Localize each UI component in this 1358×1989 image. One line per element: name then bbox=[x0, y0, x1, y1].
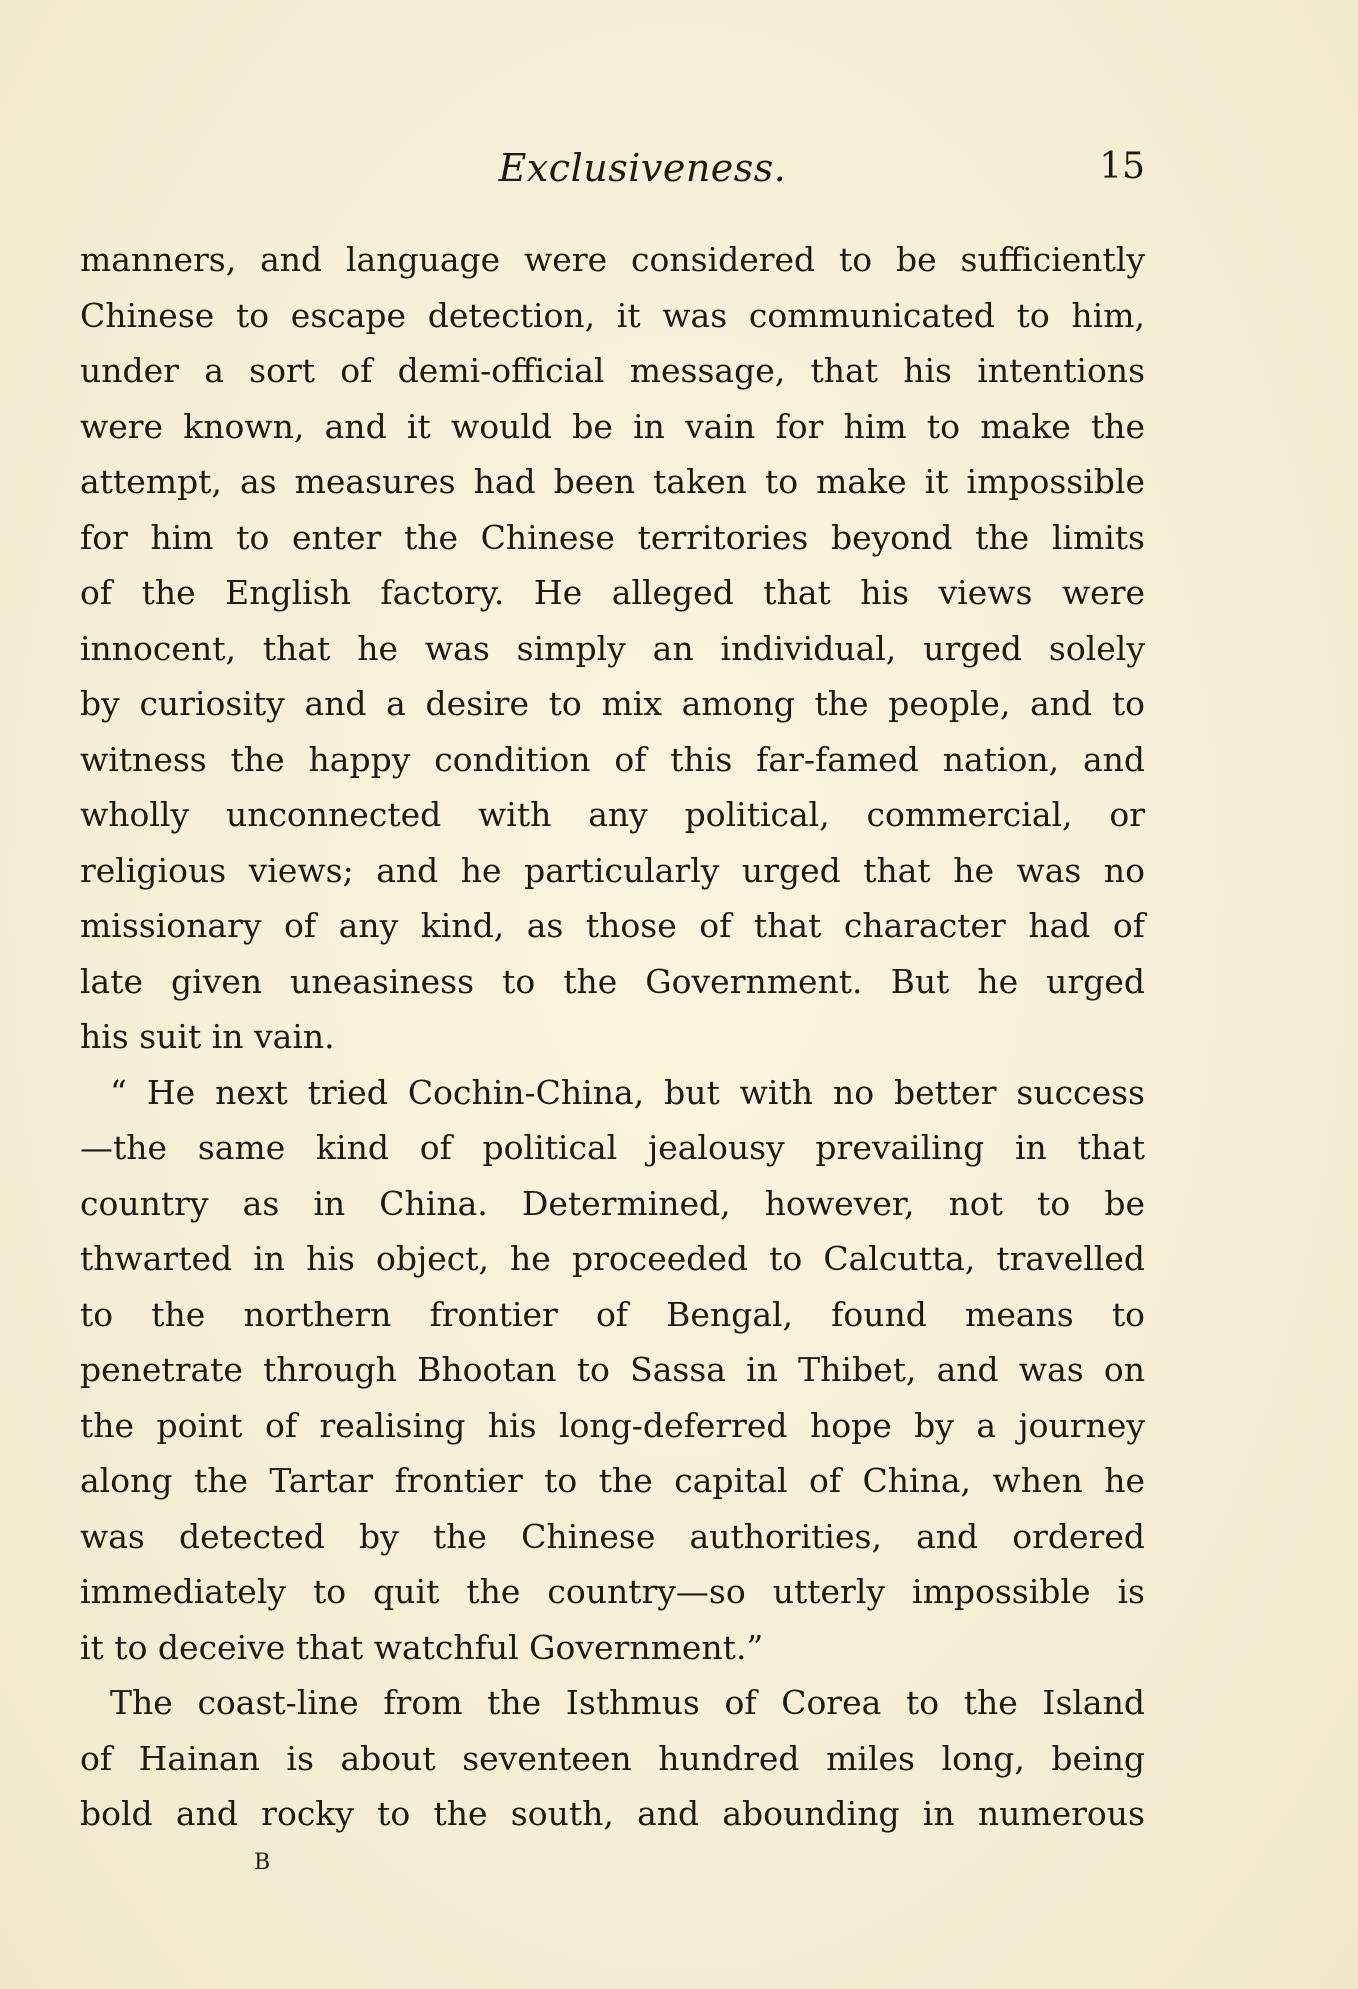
text-line: religious views; and he particularly urged that he was no bbox=[80, 850, 1145, 890]
text-line: immediately to quit the country—so utterly impossible is bbox=[80, 1572, 1145, 1611]
text-line: along the Tartar frontier to the capital of China, when he bbox=[80, 1461, 1145, 1500]
running-title: Exclusiveness. bbox=[498, 146, 787, 190]
page-number: 15 bbox=[1099, 146, 1145, 187]
text-line: attempt, as measures had been taken to make it impossible bbox=[80, 462, 1145, 501]
text-line: bold and rocky to the south, and abounding in numerous bbox=[80, 1794, 1145, 1833]
text-line: thwarted in his object, he proceeded to Calcutta, travelled bbox=[80, 1239, 1145, 1278]
text-line: Chinese to escape detection, it was communicated to him, bbox=[80, 295, 1145, 335]
text-line: innocent, that he was simply an individual, urged solely bbox=[80, 628, 1145, 668]
text-line: was detected by the Chinese authorities, and ordered bbox=[80, 1516, 1145, 1556]
text-line: manners, and language were considered to be sufficiently bbox=[80, 240, 1145, 279]
text-line: witness the happy condition of this far-famed nation, and bbox=[80, 739, 1145, 779]
text-line: country as in China. Determined, however, not to be bbox=[80, 1183, 1145, 1223]
text-line: The coast-line from the Isthmus of Corea to the Island bbox=[110, 1683, 1145, 1722]
text-line: wholly unconnected with any political, commercial, or bbox=[80, 795, 1145, 834]
text-line: by curiosity and a desire to mix among the people, and to bbox=[80, 684, 1145, 723]
text-line: of Hainan is about seventeen hundred miles long, being bbox=[80, 1738, 1145, 1778]
text-line: to the northern frontier of Bengal, found means to bbox=[80, 1294, 1145, 1334]
running-head bbox=[80, 146, 1145, 196]
body-text bbox=[80, 232, 1145, 1842]
text-line: the point of realising his long-deferred hope by a journey bbox=[80, 1405, 1145, 1445]
text-line: under a sort of demi-official message, that his intentions bbox=[80, 351, 1145, 390]
text-line: it to deceive that watchful Government.” bbox=[80, 1627, 764, 1667]
text-line: late given uneasiness to the Government. But he urged bbox=[80, 961, 1145, 1001]
signature-mark: B bbox=[254, 1850, 272, 1875]
text-line: “ He next tried Cochin-China, but with no better success bbox=[110, 1072, 1145, 1112]
text-line: of the English factory. He alleged that his views were bbox=[80, 573, 1145, 612]
text-line: for him to enter the Chinese territories beyond the limits bbox=[80, 517, 1145, 557]
text-line: penetrate through Bhootan to Sassa in Thibet, and was on bbox=[80, 1350, 1145, 1389]
text-line: his suit in vain. bbox=[80, 1017, 335, 1056]
text-line: —the same kind of political jealousy prevailing in that bbox=[80, 1128, 1145, 1167]
text-line: were known, and it would be in vain for him to make the bbox=[80, 406, 1145, 446]
text-line: missionary of any kind, as those of that character had of bbox=[80, 906, 1145, 945]
